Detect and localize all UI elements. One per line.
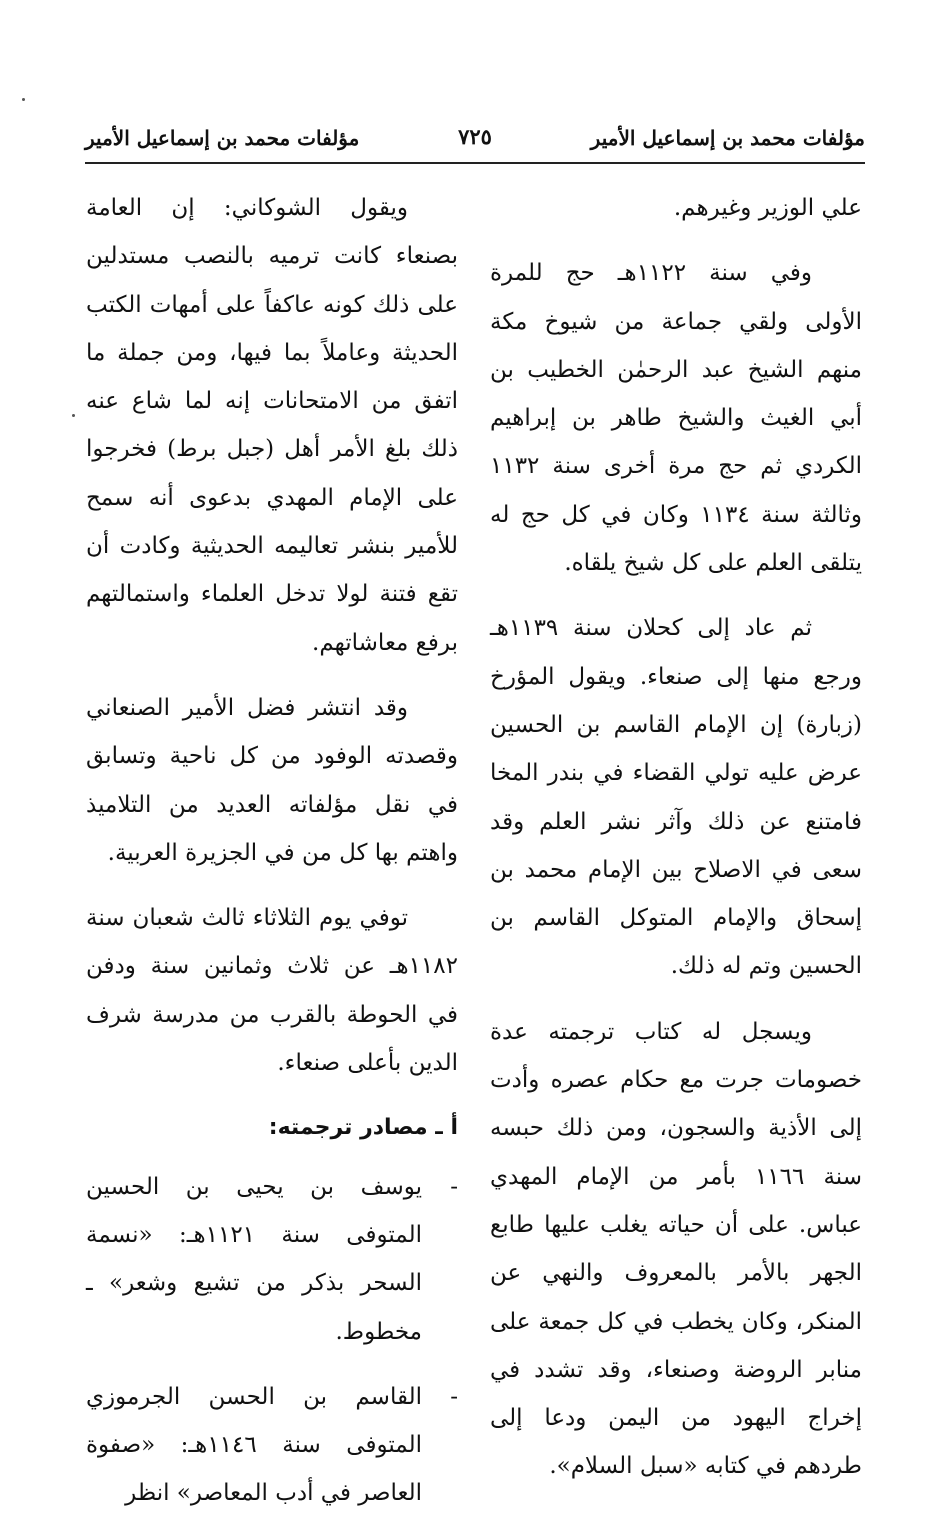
header-title-right: مؤلفات محمد بن إسماعيل الأمير (590, 126, 865, 150)
running-header (85, 118, 865, 158)
bullet-dash: - (450, 1383, 458, 1410)
right-column (490, 184, 862, 1508)
page-number: ٧٢٥ (458, 124, 492, 149)
paragraph: توفي يوم الثلاثاء ثالث شعبان سنة ١١٨٢هـ عن ثلاث وثمانين سنة ودفن في الحوطة بالقرب من مدرسة شرف الدين بأعلى صنعاء. (86, 905, 458, 1077)
left-column (86, 184, 458, 1535)
scan-speck (22, 98, 25, 101)
paragraph: ويسجل له كتاب ترجمته عدة خصومات جرت مع حكام عصره وأدت إلى الأذية والسجون، ومن ذلك حبسه سنة ١١٦٦ بأمر من الإمام المهدي عباس. على أن حياته يغلب عليها طابع الجهر بالأمر بالمعروف والنهي عن المنكر، وكان يخطب في كل جمعة على منابر الروضة وصنعاء، وقد تشدد في إخراج اليهود من اليمن ودعا إلى طردهم في كتابه «سبل السلام». (490, 1018, 862, 1480)
source-item (86, 1163, 458, 1356)
source-text: يوسف بن يحيى بن الحسين المتوفى سنة ١١٢١هـ: «نسمة السحر بذكر من تشيع وشعر» ـ مخطوط. (86, 1173, 422, 1345)
source-text: القاسم بن الحسن الجرموزي المتوفى سنة ١١٤٦هـ: «صفوة العاصر في أدب المعاصر» انظر (86, 1383, 422, 1507)
sources-heading: أ ـ مصادر ترجمته: (268, 1115, 458, 1141)
paragraph: وفي سنة ١١٢٢هـ حج للمرة الأولى ولقي جماعة من شيوخ مكة منهم الشيخ عبد الرحمٰن الخطيب بن أبي الغيث والشيخ طاهر بن إبراهيم الكردي ثم حج مرة أخرى سنة ١١٣٢ وثالثة سنة ١١٣٤ وكان في كل حج له يتلقى العلم على كل شيخ يلقاه. (490, 260, 862, 577)
paragraph: وقد انتشر فضل الأمير الصنعاني وقصدته الوفود من كل ناحية وتسابق في نقل مؤلفاته العديد من التلاميذ واهتم بها كل من في الجزيرة العربية. (86, 694, 458, 866)
paragraph: ثم عاد إلى كحلان سنة ١١٣٩هـ ورجع منها إلى صنعاء. ويقول المؤرخ (زبارة) إن الإمام القاسم بن الحسين عرض عليه تولي القضاء في بندر المخا فامتنع عن ذلك وآثر نشر العلم وقد سعى في الاصلاح بين الإمام محمد بن إسحاق والإمام المتوكل القاسم بن الحسين وتم له ذلك. (490, 615, 862, 980)
source-item (86, 1373, 458, 1518)
scan-speck (72, 414, 75, 417)
header-title-left: مؤلفات محمد بن إسماعيل الأمير (85, 126, 360, 150)
paragraph: ويقول الشوكاني: إن العامة بصنعاء كانت ترميه بالنصب مستدلين على ذلك كونه عاكفاً على أمهات الكتب الحديثة وعاملاً بما فيها، ومن جملة ما اتفق من الامتحانات إنه لما شاع عنه ذلك بلغ الأمر أهل (جبل برط) فخرجوا على الإمام المهدي بدعوى أنه سمح للأمير بنشر تعاليمه الحديثية وكادت أن تقع فتنة لولا تدخل العلماء واستمالتهم برفع معاشاتهم. (86, 195, 458, 656)
paragraph: علي الوزير وغيرهم. (673, 195, 862, 221)
bullet-dash: - (450, 1173, 458, 1200)
header-rule (85, 162, 865, 164)
